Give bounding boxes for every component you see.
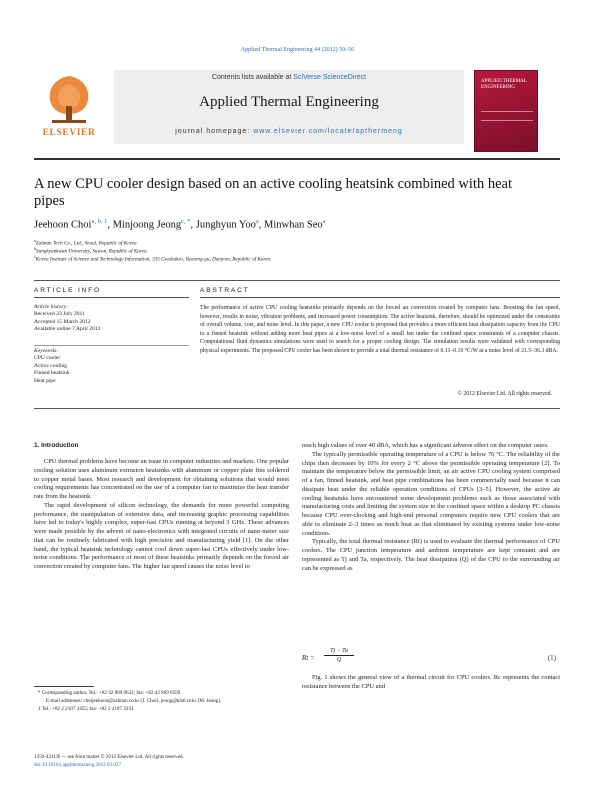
issn-block [34,754,294,769]
footnote-divider [34,686,94,687]
keywords [34,348,189,385]
elsevier-logo[interactable] [34,70,104,142]
contents-prefix: Contents lists available at [211,74,294,81]
sciencedirect-link[interactable]: SciVerse ScienceDirect [293,74,367,81]
affiliation-mark: c [34,254,36,259]
body-paragraph: The rapid development of silicon technology, the demands for more powerful computing performance, the manipulation of extensive data, and increasing graphic processing capabilities have led to today's highly complex, super-fast CPUs running at beyond 3 GHz. These advances were made possible by the advent of nano-electronics with integrated circuits of nano-meter size that can be routinely fabricated with high precision and manufacturing yield [1]. On the other hand, the typical heatsink technology cannot cool down super-fast CPUs effectively under low-noise conditions. The performance of most of these heatsinks primarily depends on the forced air convection created by computer fans. The higher fan speed causes the noise level to [34,501,289,570]
keyword: Active cooling [34,362,68,369]
issn-line: 1359-4311/$ — see front matter © 2012 Elsevier Ltd. All rights reserved. [34,754,184,760]
keyword: Finned heatsink [34,370,70,377]
affiliation-text: Korea Institute of Science and Technology Information, 335 Gwahakro, Yuseong-gu, Daejeon, Republic of Korea [35,256,271,263]
author-marks[interactable]: a [255,218,259,225]
journal-cover-thumbnail[interactable] [474,70,538,152]
body-paragraph: Fig. 1 shows the general view of a thermal circuit for CPU coolers. Rc represents the contact resistance between the CPU and [302,674,560,690]
article-title: A new CPU cooler design based on an active cooling heatsink combined with heat pipes [34,176,512,209]
journal-banner [114,70,464,144]
tree-icon [42,70,96,126]
body-paragraph: Typically, the total thermal resistance (Rt) is used to evaluate the thermal performance of CPU coolers. The CPU junction temperature and ambient temperature are kept constant and are represented as Tj and Ta, respectively. The heat dissipation (Q) of the CPU to the surrounding air can be expressed as [302,538,560,572]
article-info-heading: ARTICLE INFO [34,287,101,294]
equation-lhs: Rt = [302,654,315,662]
section-heading: 1. Introduction [34,442,79,449]
keyword: Heat pipe [34,377,56,384]
body-column-left [34,442,289,572]
keyword: CPU cooler [34,355,61,362]
footnote-tel: 1 Tel.: +82 2 2107 3455; fax: +82 2 2107 3333. [38,706,135,712]
author-list: Jeehoon Choi$^{a, b, 1}$, Minjoong Jeong$^{c, *}$, Junghyun Yoo$^a$, Minwhan Seo$^a$ [34,218,326,231]
header-divider [34,158,560,160]
article-info-divider [34,297,189,298]
author-marks[interactable]: c, * [181,218,191,225]
author-marks[interactable]: a [322,218,326,225]
body-paragraph: The typically permissible operating temperature of a CPU is below 70 °C. The reliability of the chips then decreases by 10% for every 2 °C above the permissible operating temperature [2]. To maintain the temperature below the permissible limit, an air active CPU cooling system comprised of a fan, finned heatsink, and heat pipe combinations has been commercially used because it can dissipate heat under the reliable operation conditions of CPUs [3–5]. However, the active air cooling heatsinks have encountered some development problems such as those associated with manufacturing costs and limiting the system size to the confined space within a desktop PC chassis because CPU over-clocking and high-end personal computers require new CPU coolers that are able to eliminate 2–3 times as much heat as that eliminated by existing systems under low-noise conditions. [302,450,560,537]
footnote-email[interactable]: E-mail addresses: choijeehoon@zalman.co.kr (J. Choi), jeong@kisti.re.kr (M. Jeong). [46,698,222,704]
author-name[interactable]: Minjoong Jeong [112,219,182,231]
body-paragraph: CPU thermal problems have become an issue in computer industries and markets. One popular cooling solution uses aluminum extrusion heatsinks with aluminum or copper plate fins soldered to copper metal bases. Most research and development for obtaining solutions that would meet cooling requirements has concentrated on the use of a computer fan to maximize the heat transfer rate from the heatsink. [34,458,289,500]
elsevier-wordmark: ELSEVIER [42,128,96,138]
history-label: Article history: [34,304,69,310]
journal-title: Applied Thermal Engineering [199,94,379,110]
abstract-copyright: © 2012 Elsevier Ltd. All rights reserved. [457,391,552,397]
equation-numerator: Tj − Ta [324,648,354,656]
author-name[interactable]: Minwhan Seo [264,219,323,231]
contents-available-line [114,74,464,81]
body-column-right [302,442,560,573]
footnote-corresponding: * Corresponding author. Tel.: +82 42 869 0632; fax: +82 42 869 0599. [38,690,182,696]
author-name[interactable]: Jeehoon Choi [34,219,92,231]
affiliation-mark: a [34,238,36,243]
affiliation-text: Zalman Tech Co., Ltd., Seoul, Republic of Korea [35,240,137,247]
affiliation [34,254,554,263]
keywords-divider [34,345,189,346]
affiliation-text: Sungkyunkwan University, Suwon, Republic of Korea [36,248,147,255]
equation-denominator: Q [336,657,342,663]
doi-link[interactable]: doi:10.1016/j.applthermaleng.2012.03.027 [34,761,122,768]
affiliation-mark: b [34,246,36,251]
equation-number: (1) [547,654,556,662]
journal-citation-link[interactable]: Applied Thermal Engineering 44 (2012) 50–56 [240,47,355,53]
keywords-label: Keywords: [34,348,59,354]
equation-1 [302,648,560,670]
equation-fraction [324,648,354,668]
section-divider [34,280,560,281]
journal-header [34,58,560,156]
cover-decoration [481,111,533,121]
history-received: Received 23 July 2011 [34,311,85,318]
author-name[interactable]: Junghyun Yoo [195,219,256,231]
abstract-heading: ABSTRACT [200,287,250,294]
homepage-prefix: journal homepage: [175,128,254,135]
history-accepted: Accepted 15 March 2012 [34,318,91,325]
article-history [34,304,189,334]
abstract-divider [200,297,560,298]
abstract-text: The performance of active CPU cooling heatsinks primarily depends on the forced air convection created by computer fans. Boosting the fan speed, however, results in noise, vibration problems, and increased power consumption. The active heatsink, therefore, should be optimized under the constraints of overall volume, cost, and noise level. In this paper, a new CPU cooler is proposed that provides a more efficient heat dissipation capacity from the CPU to a finned heatsink without adding more heat pipes at a low-noise level of a small fan under the confined space constraints of a computer chassis. Computational fluid dynamics simulations were used to search for a proper cooling design. The simulation results were validated with corresponding physical experiments. The proposed CPU cooler has been shown to provide a total thermal resistance of 0.11–0.19 °C/W at a noise level of 21.5–36.3 dBA. [200,305,560,354]
abstract-bottom-divider [34,408,560,409]
author-marks[interactable]: a, b, 1 [91,218,108,225]
body-paragraph-continued: reach high values of over 40 dBA, which has a significant adverse effect on the computer users. [302,442,549,449]
homepage-link[interactable]: www.elsevier.com/locate/apthermeng [253,128,403,135]
history-online: Available online 7 April 2012 [34,326,101,333]
cover-title: APPLIED THERMAL ENGINEERING [481,79,527,90]
journal-homepage-line [114,128,464,135]
